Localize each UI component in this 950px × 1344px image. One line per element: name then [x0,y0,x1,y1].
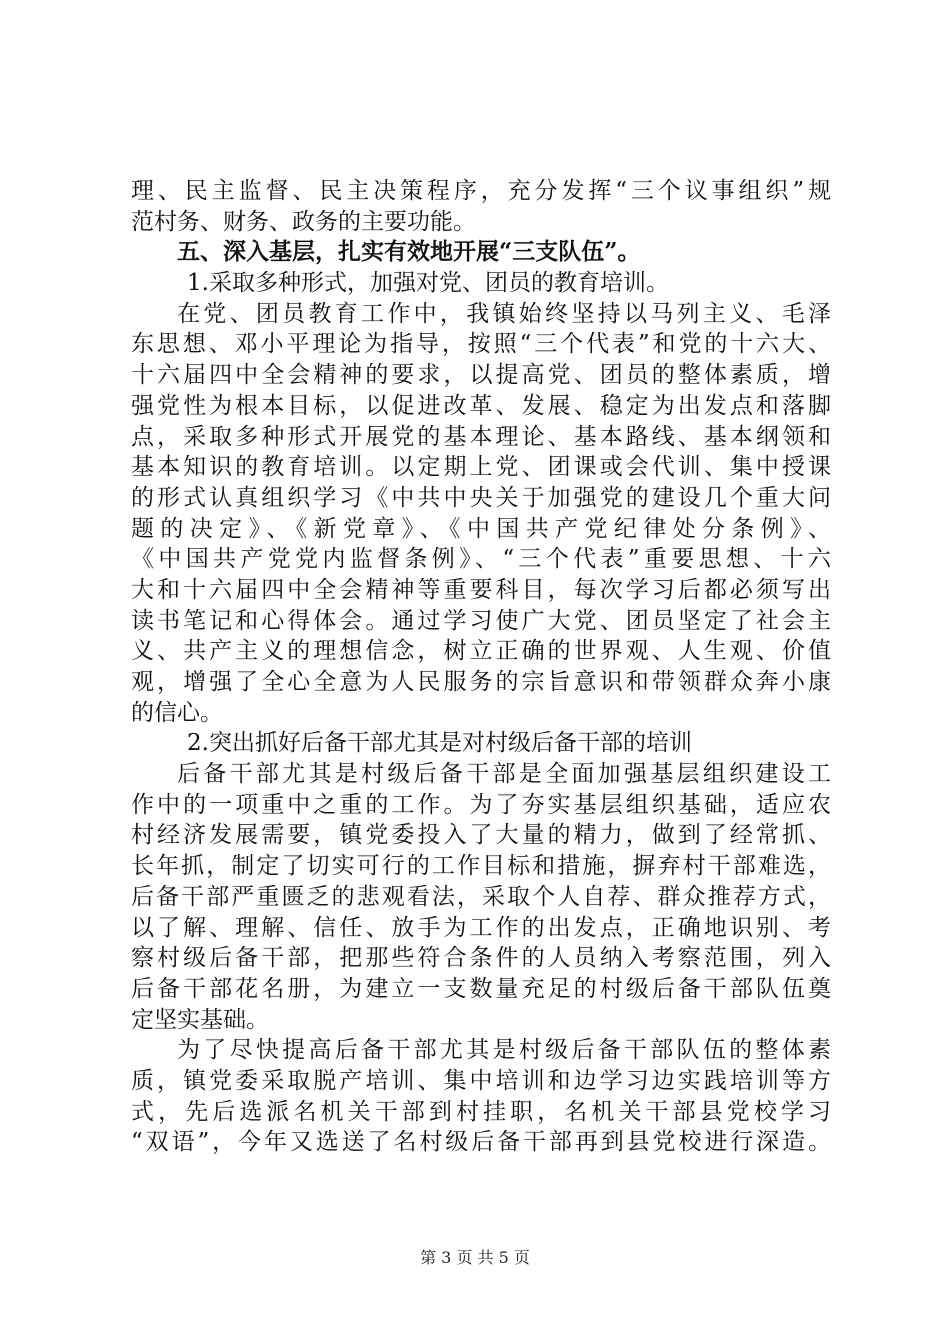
body-text-line: 十六届四中全会精神的要求，以提高党、团员的整体素质，增 [131,362,831,389]
body-text-line: 《中国共产党党内监督条例》、“三个代表”重要思想、十六 [131,546,831,573]
body-text-line: 为了尽快提高后备干部尤其是村级后备干部队伍的整体素 [177,1037,831,1064]
body-text-line: 强党性为根本目标，以促进改革、发展、稳定为出发点和落脚 [131,392,831,419]
body-text-line: 点，采取多种形式开展党的基本理论、基本路线、基本纲领和 [131,423,831,450]
body-text-line: 后备干部花名册，为建立一支数量充足的村级后备干部队伍奠 [131,975,831,1002]
body-text-line: 题的决定》、《新党章》、《中国共产党纪律处分条例》、 [131,515,831,542]
body-text-line: 式，先后选派名机关干部到村挂职，名机关干部县党校学习 [131,1098,831,1125]
body-text-line: 大和十六届四中全会精神等重要科目，每次学习后都必须写出 [131,576,831,603]
body-text-line: 理、民主监督、民主决策程序，充分发挥“三个议事组织”规 [131,178,831,204]
body-text-line: 的形式认真组织学习《中共中央关于加强党的建设几个重大问 [131,484,831,511]
body-text-line: 在党、团员教育工作中，我镇始终坚持以马列主义、毛泽 [177,300,831,327]
body-text-line: 读书笔记和心得体会。通过学习使广大党、团员坚定了社会主 [131,607,831,634]
body-text-line: 1.采取多种形式，加强对党、团员的教育培训。 [187,270,669,297]
body-text-line: 后备干部尤其是村级后备干部是全面加强基层组织建设工 [177,761,831,788]
page-footer: 第 3 页 共 5 页 [420,1248,530,1267]
body-text-line: 定坚实基础。 [131,1006,269,1033]
body-text-line: 2.突出抓好后备干部尤其是对村级后备干部的培训 [187,730,692,757]
body-text-line: 东思想、邓小平理论为指导，按照“三个代表”和党的十六大、 [131,331,831,358]
body-text-line: 的信心。 [131,699,223,726]
body-text-line: 观，增强了全心全意为人民服务的宗旨意识和带领群众奔小康 [131,669,831,695]
body-text-line: 以了解、理解、信任、放手为工作的出发点，正确地识别、考 [131,914,831,941]
body-text-line: 后备干部严重匮乏的悲观看法，采取个人自荐、群众推荐方式， [131,883,831,910]
body-text-line: 村经济发展需要，镇党委投入了大量的精力，做到了经常抓、 [131,822,831,849]
body-text-line: “双语”，今年又选送了名村级后备干部再到县党校进行深造。 [131,1129,831,1156]
body-text-line: 作中的一项重中之重的工作。为了夯实基层组织基础，适应农 [131,791,831,818]
body-text-line: 范村务、财务、政务的主要功能。 [131,208,476,235]
document-body [131,176,831,1158]
body-text-line: 察村级后备干部，把那些符合条件的人员纳入考察范围，列入 [131,945,831,972]
body-text-line: 质，镇党委采取脱产培训、集中培训和边学习边实践培训等方 [131,1067,831,1094]
body-text-line: 义、共产主义的理想信念，树立正确的世界观、人生观、价值 [131,638,831,665]
section-heading: 五、深入基层，扎实有效地开展“三支队伍”。 [177,238,641,266]
body-text-line: 基本知识的教育培训。以定期上党、团课或会代训、集中授课 [131,454,831,481]
body-text-line: 长年抓，制定了切实可行的工作目标和措施，摒弃村干部难选， [131,853,831,880]
